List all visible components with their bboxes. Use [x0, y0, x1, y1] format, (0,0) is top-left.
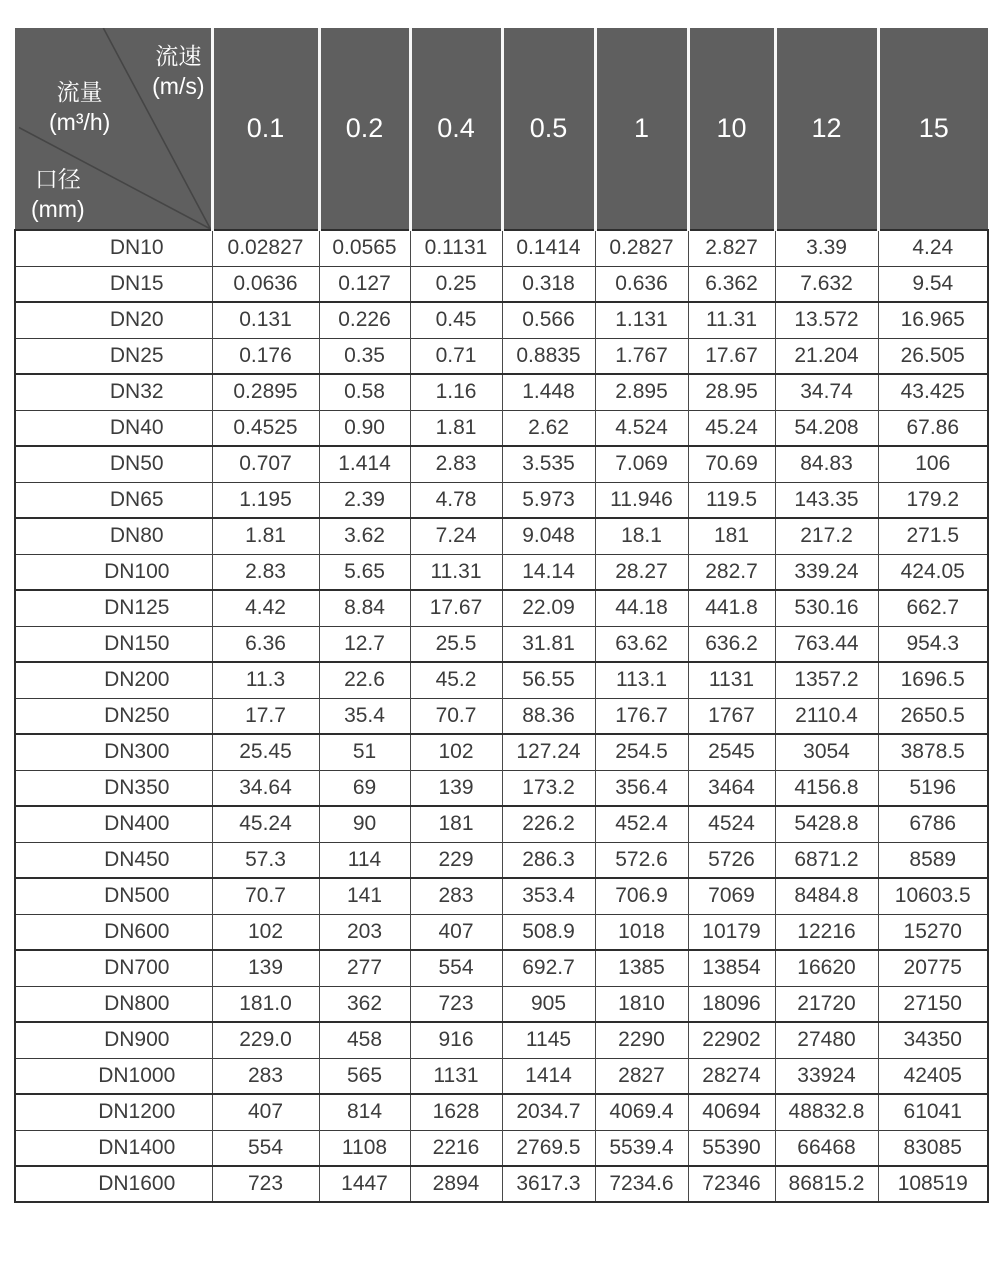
flow-value-cell: 72346	[688, 1166, 775, 1202]
flow-value-cell: 4.78	[410, 482, 502, 518]
flow-value-cell: 5428.8	[775, 806, 878, 842]
table-row	[15, 266, 988, 302]
flow-value-cell: 10179	[688, 914, 775, 950]
flow-value-cell: 226.2	[502, 806, 595, 842]
flow-value-cell: 44.18	[595, 590, 688, 626]
flow-value-cell: 954.3	[878, 626, 988, 662]
flow-value-cell: 45.24	[212, 806, 319, 842]
flow-value-cell: 22.6	[319, 662, 410, 698]
flow-value-cell: 3.535	[502, 446, 595, 482]
flow-value-cell: 217.2	[775, 518, 878, 554]
column-header-velocity-10: 10	[688, 28, 775, 230]
flow-value-cell: 0.566	[502, 302, 595, 338]
diameter-label: 口径	[34, 166, 81, 192]
flow-value-cell: 271.5	[878, 518, 988, 554]
flow-value-cell: 28.27	[595, 554, 688, 590]
flow-value-cell: 3.39	[775, 230, 878, 266]
flow-value-cell: 1.414	[319, 446, 410, 482]
flow-value-cell: 441.8	[688, 590, 775, 626]
row-header-diameter: DN40	[15, 410, 212, 446]
flow-value-cell: 565	[319, 1058, 410, 1094]
flow-value-cell: 143.35	[775, 482, 878, 518]
column-header-velocity-0.2: 0.2	[319, 28, 410, 230]
flow-value-cell: 1108	[319, 1130, 410, 1166]
flow-value-cell: 2769.5	[502, 1130, 595, 1166]
flow-value-cell: 5196	[878, 770, 988, 806]
flow-value-cell: 12216	[775, 914, 878, 950]
flow-value-cell: 1414	[502, 1058, 595, 1094]
flow-value-cell: 4.24	[878, 230, 988, 266]
flow-value-cell: 916	[410, 1022, 502, 1058]
table-header	[15, 28, 988, 230]
flow-value-cell: 66468	[775, 1130, 878, 1166]
flow-value-cell: 57.3	[212, 842, 319, 878]
flow-value-cell: 2216	[410, 1130, 502, 1166]
flow-value-cell: 119.5	[688, 482, 775, 518]
table-row	[15, 626, 988, 662]
flow-value-cell: 8.84	[319, 590, 410, 626]
flow-value-cell: 20775	[878, 950, 988, 986]
table-body	[15, 230, 988, 1202]
flow-value-cell: 339.24	[775, 554, 878, 590]
flow-value-cell: 7.632	[775, 266, 878, 302]
row-header-diameter: DN20	[15, 302, 212, 338]
flow-value-cell: 1447	[319, 1166, 410, 1202]
table-row	[15, 446, 988, 482]
flow-value-cell: 2827	[595, 1058, 688, 1094]
flow-value-cell: 0.2827	[595, 230, 688, 266]
corner-flow-speed	[152, 41, 204, 101]
flow-value-cell: 17.67	[410, 590, 502, 626]
flow-value-cell: 34350	[878, 1022, 988, 1058]
flow-value-cell: 70.7	[212, 878, 319, 914]
row-header-diameter: DN10	[15, 230, 212, 266]
flow-value-cell: 0.4525	[212, 410, 319, 446]
row-header-diameter: DN125	[15, 590, 212, 626]
flow-value-cell: 283	[212, 1058, 319, 1094]
row-header-diameter: DN350	[15, 770, 212, 806]
flow-value-cell: 0.1131	[410, 230, 502, 266]
flow-value-cell: 0.176	[212, 338, 319, 374]
flow-value-cell: 35.4	[319, 698, 410, 734]
flow-value-cell: 1357.2	[775, 662, 878, 698]
flow-value-cell: 706.9	[595, 878, 688, 914]
flow-value-cell: 18.1	[595, 518, 688, 554]
table-row	[15, 554, 988, 590]
flow-value-cell: 1385	[595, 950, 688, 986]
flow-value-cell: 9.54	[878, 266, 988, 302]
row-header-diameter: DN250	[15, 698, 212, 734]
flow-value-cell: 45.2	[410, 662, 502, 698]
flow-value-cell: 286.3	[502, 842, 595, 878]
table-row	[15, 698, 988, 734]
flow-value-cell: 662.7	[878, 590, 988, 626]
flow-value-cell: 2.62	[502, 410, 595, 446]
row-header-diameter: DN15	[15, 266, 212, 302]
flow-value-cell: 1.767	[595, 338, 688, 374]
flow-value-cell: 1767	[688, 698, 775, 734]
table-row	[15, 1058, 988, 1094]
flow-value-cell: 723	[212, 1166, 319, 1202]
flow-value-cell: 17.7	[212, 698, 319, 734]
flow-value-cell: 0.1414	[502, 230, 595, 266]
row-header-diameter: DN800	[15, 986, 212, 1022]
flow-value-cell: 1.16	[410, 374, 502, 410]
flow-value-cell: 28.95	[688, 374, 775, 410]
flow-value-cell: 181	[410, 806, 502, 842]
row-header-diameter: DN80	[15, 518, 212, 554]
row-header-diameter: DN400	[15, 806, 212, 842]
flow-value-cell: 34.64	[212, 770, 319, 806]
table-row	[15, 302, 988, 338]
flow-value-cell: 2545	[688, 734, 775, 770]
flow-value-cell: 4156.8	[775, 770, 878, 806]
table-row	[15, 914, 988, 950]
table-row	[15, 1094, 988, 1130]
flow-value-cell: 27480	[775, 1022, 878, 1058]
flow-value-cell: 4.42	[212, 590, 319, 626]
column-header-velocity-12: 12	[775, 28, 878, 230]
flow-value-cell: 4.524	[595, 410, 688, 446]
row-header-diameter: DN600	[15, 914, 212, 950]
flow-value-cell: 106	[878, 446, 988, 482]
table-row	[15, 662, 988, 698]
flow-value-cell: 51	[319, 734, 410, 770]
row-header-diameter: DN65	[15, 482, 212, 518]
flow-value-cell: 0.131	[212, 302, 319, 338]
row-header-diameter: DN200	[15, 662, 212, 698]
row-header-diameter: DN900	[15, 1022, 212, 1058]
flow-value-cell: 13854	[688, 950, 775, 986]
row-header-diameter: DN300	[15, 734, 212, 770]
flow-value-cell: 554	[410, 950, 502, 986]
flow-value-cell: 0.707	[212, 446, 319, 482]
flow-value-cell: 176.7	[595, 698, 688, 734]
flow-value-cell: 70.7	[410, 698, 502, 734]
flow-value-cell: 13.572	[775, 302, 878, 338]
flow-value-cell: 356.4	[595, 770, 688, 806]
table-row	[15, 338, 988, 374]
flow-value-cell: 3464	[688, 770, 775, 806]
flow-value-cell: 0.0636	[212, 266, 319, 302]
flow-value-cell: 5539.4	[595, 1130, 688, 1166]
flow-value-cell: 1696.5	[878, 662, 988, 698]
flow-value-cell: 11.31	[410, 554, 502, 590]
flow-value-cell: 102	[410, 734, 502, 770]
column-header-velocity-1: 1	[595, 28, 688, 230]
flow-value-cell: 3.62	[319, 518, 410, 554]
flow-value-cell: 88.36	[502, 698, 595, 734]
flow-value-cell: 554	[212, 1130, 319, 1166]
table-row	[15, 590, 988, 626]
flow-speed-label: 流速	[155, 43, 202, 69]
flow-value-cell: 407	[410, 914, 502, 950]
flow-value-cell: 181	[688, 518, 775, 554]
table-row	[15, 734, 988, 770]
flow-value-cell: 70.69	[688, 446, 775, 482]
flow-value-cell: 2290	[595, 1022, 688, 1058]
flow-value-cell: 6.362	[688, 266, 775, 302]
flow-value-cell: 7.24	[410, 518, 502, 554]
flow-value-cell: 277	[319, 950, 410, 986]
flow-value-cell: 2.39	[319, 482, 410, 518]
flow-value-cell: 181.0	[212, 986, 319, 1022]
corner-flow-rate	[49, 77, 110, 137]
flow-value-cell: 173.2	[502, 770, 595, 806]
flow-value-cell: 0.2895	[212, 374, 319, 410]
flow-value-cell: 28274	[688, 1058, 775, 1094]
flow-value-cell: 0.71	[410, 338, 502, 374]
flow-value-cell: 9.048	[502, 518, 595, 554]
table-row	[15, 950, 988, 986]
row-header-diameter: DN25	[15, 338, 212, 374]
flow-value-cell: 407	[212, 1094, 319, 1130]
flow-value-cell: 139	[410, 770, 502, 806]
flow-value-cell: 102	[212, 914, 319, 950]
flow-value-cell: 0.318	[502, 266, 595, 302]
table-row	[15, 1166, 988, 1202]
flow-value-cell: 424.05	[878, 554, 988, 590]
flow-value-cell: 48832.8	[775, 1094, 878, 1130]
flow-rate-table	[14, 28, 989, 1203]
row-header-diameter: DN1000	[15, 1058, 212, 1094]
flow-value-cell: 10603.5	[878, 878, 988, 914]
flow-value-cell: 16620	[775, 950, 878, 986]
flow-value-cell: 458	[319, 1022, 410, 1058]
flow-value-cell: 0.02827	[212, 230, 319, 266]
flow-value-cell: 530.16	[775, 590, 878, 626]
flow-value-cell: 0.90	[319, 410, 410, 446]
flow-value-cell: 12.7	[319, 626, 410, 662]
flow-value-cell: 67.86	[878, 410, 988, 446]
flow-value-cell: 16.965	[878, 302, 988, 338]
column-header-velocity-15: 15	[878, 28, 988, 230]
flow-value-cell: 3617.3	[502, 1166, 595, 1202]
flow-value-cell: 27150	[878, 986, 988, 1022]
flow-value-cell: 22.09	[502, 590, 595, 626]
flow-value-cell: 14.14	[502, 554, 595, 590]
flow-value-cell: 4524	[688, 806, 775, 842]
flow-value-cell: 1131	[688, 662, 775, 698]
flow-value-cell: 2.83	[410, 446, 502, 482]
flow-value-cell: 43.425	[878, 374, 988, 410]
flow-value-cell: 83085	[878, 1130, 988, 1166]
flow-value-cell: 508.9	[502, 914, 595, 950]
flow-value-cell: 33924	[775, 1058, 878, 1094]
flow-value-cell: 21.204	[775, 338, 878, 374]
flow-value-cell: 6.36	[212, 626, 319, 662]
flow-value-cell: 26.505	[878, 338, 988, 374]
flow-value-cell: 1.81	[410, 410, 502, 446]
flow-value-cell: 763.44	[775, 626, 878, 662]
corner-diameter	[31, 164, 85, 224]
flow-value-cell: 0.58	[319, 374, 410, 410]
flow-value-cell: 141	[319, 878, 410, 914]
flow-value-cell: 25.45	[212, 734, 319, 770]
flow-value-cell: 11.31	[688, 302, 775, 338]
flow-value-cell: 203	[319, 914, 410, 950]
flow-value-cell: 11.946	[595, 482, 688, 518]
row-header-diameter: DN700	[15, 950, 212, 986]
table-row	[15, 482, 988, 518]
flow-value-cell: 353.4	[502, 878, 595, 914]
table-row	[15, 878, 988, 914]
flow-value-cell: 8484.8	[775, 878, 878, 914]
row-header-diameter: DN500	[15, 878, 212, 914]
flow-value-cell: 7234.6	[595, 1166, 688, 1202]
flow-value-cell: 7.069	[595, 446, 688, 482]
flow-value-cell: 636.2	[688, 626, 775, 662]
flow-value-cell: 0.25	[410, 266, 502, 302]
flow-value-cell: 1018	[595, 914, 688, 950]
flow-value-cell: 40694	[688, 1094, 775, 1130]
flow-value-cell: 4069.4	[595, 1094, 688, 1130]
flow-value-cell: 5.65	[319, 554, 410, 590]
flow-value-cell: 34.74	[775, 374, 878, 410]
flow-value-cell: 17.67	[688, 338, 775, 374]
flow-value-cell: 108519	[878, 1166, 988, 1202]
flow-value-cell: 15270	[878, 914, 988, 950]
row-header-diameter: DN100	[15, 554, 212, 590]
flow-value-cell: 42405	[878, 1058, 988, 1094]
table-row	[15, 806, 988, 842]
flow-value-cell: 1145	[502, 1022, 595, 1058]
flow-value-cell: 6871.2	[775, 842, 878, 878]
column-header-velocity-0.1: 0.1	[212, 28, 319, 230]
flow-value-cell: 63.62	[595, 626, 688, 662]
flow-value-cell: 2650.5	[878, 698, 988, 734]
flow-value-cell: 2034.7	[502, 1094, 595, 1130]
flow-value-cell: 0.45	[410, 302, 502, 338]
flow-value-cell: 2.827	[688, 230, 775, 266]
flow-value-cell: 254.5	[595, 734, 688, 770]
column-header-velocity-0.5: 0.5	[502, 28, 595, 230]
flow-value-cell: 8589	[878, 842, 988, 878]
flow-rate-label: 流量	[56, 79, 103, 105]
flow-value-cell: 22902	[688, 1022, 775, 1058]
flow-value-cell: 0.636	[595, 266, 688, 302]
flow-value-cell: 6786	[878, 806, 988, 842]
corner-cell	[15, 28, 212, 230]
flow-value-cell: 21720	[775, 986, 878, 1022]
flow-value-cell: 7069	[688, 878, 775, 914]
table-row	[15, 842, 988, 878]
table-row	[15, 230, 988, 266]
flow-value-cell: 84.83	[775, 446, 878, 482]
flow-value-cell: 0.0565	[319, 230, 410, 266]
flow-value-cell: 127.24	[502, 734, 595, 770]
flow-value-cell: 229.0	[212, 1022, 319, 1058]
table-row	[15, 518, 988, 554]
flow-value-cell: 139	[212, 950, 319, 986]
row-header-diameter: DN450	[15, 842, 212, 878]
flow-value-cell: 3878.5	[878, 734, 988, 770]
flow-value-cell: 1.195	[212, 482, 319, 518]
flow-value-cell: 283	[410, 878, 502, 914]
flow-value-cell: 86815.2	[775, 1166, 878, 1202]
row-header-diameter: DN1600	[15, 1166, 212, 1202]
flow-value-cell: 452.4	[595, 806, 688, 842]
flow-value-cell: 18096	[688, 986, 775, 1022]
flow-value-cell: 56.55	[502, 662, 595, 698]
flow-value-cell: 905	[502, 986, 595, 1022]
flow-value-cell: 61041	[878, 1094, 988, 1130]
flow-value-cell: 90	[319, 806, 410, 842]
table-row	[15, 410, 988, 446]
flow-value-cell: 1810	[595, 986, 688, 1022]
flow-value-cell: 1.81	[212, 518, 319, 554]
flow-value-cell: 1628	[410, 1094, 502, 1130]
flow-value-cell: 54.208	[775, 410, 878, 446]
flow-value-cell: 45.24	[688, 410, 775, 446]
row-header-diameter: DN150	[15, 626, 212, 662]
header-row	[15, 28, 988, 230]
flow-value-cell: 55390	[688, 1130, 775, 1166]
flow-value-cell: 572.6	[595, 842, 688, 878]
flow-value-cell: 31.81	[502, 626, 595, 662]
flow-value-cell: 2.895	[595, 374, 688, 410]
flow-value-cell: 3054	[775, 734, 878, 770]
flow-value-cell: 814	[319, 1094, 410, 1130]
flow-value-cell: 723	[410, 986, 502, 1022]
flow-value-cell: 692.7	[502, 950, 595, 986]
flow-value-cell: 5726	[688, 842, 775, 878]
flow-value-cell: 229	[410, 842, 502, 878]
flow-value-cell: 11.3	[212, 662, 319, 698]
flow-value-cell: 25.5	[410, 626, 502, 662]
column-header-velocity-0.4: 0.4	[410, 28, 502, 230]
flow-value-cell: 1.448	[502, 374, 595, 410]
diameter-unit: (mm)	[31, 196, 85, 222]
row-header-diameter: DN1400	[15, 1130, 212, 1166]
row-header-diameter: DN32	[15, 374, 212, 410]
flow-speed-unit: (m/s)	[152, 73, 205, 99]
flow-value-cell: 0.127	[319, 266, 410, 302]
flow-value-cell: 2894	[410, 1166, 502, 1202]
table-row	[15, 1130, 988, 1166]
flow-value-cell: 2.83	[212, 554, 319, 590]
table-row	[15, 1022, 988, 1058]
flow-value-cell: 2110.4	[775, 698, 878, 734]
table-row	[15, 374, 988, 410]
table-row	[15, 770, 988, 806]
flow-value-cell: 114	[319, 842, 410, 878]
flow-value-cell: 113.1	[595, 662, 688, 698]
flow-value-cell: 0.226	[319, 302, 410, 338]
flow-value-cell: 1.131	[595, 302, 688, 338]
flow-value-cell: 282.7	[688, 554, 775, 590]
flow-value-cell: 362	[319, 986, 410, 1022]
table-row	[15, 986, 988, 1022]
flow-value-cell: 0.8835	[502, 338, 595, 374]
flow-value-cell: 69	[319, 770, 410, 806]
flow-value-cell: 0.35	[319, 338, 410, 374]
row-header-diameter: DN1200	[15, 1094, 212, 1130]
flow-value-cell: 5.973	[502, 482, 595, 518]
flow-value-cell: 179.2	[878, 482, 988, 518]
row-header-diameter: DN50	[15, 446, 212, 482]
flow-value-cell: 1131	[410, 1058, 502, 1094]
flow-rate-unit: (m³/h)	[49, 109, 111, 135]
